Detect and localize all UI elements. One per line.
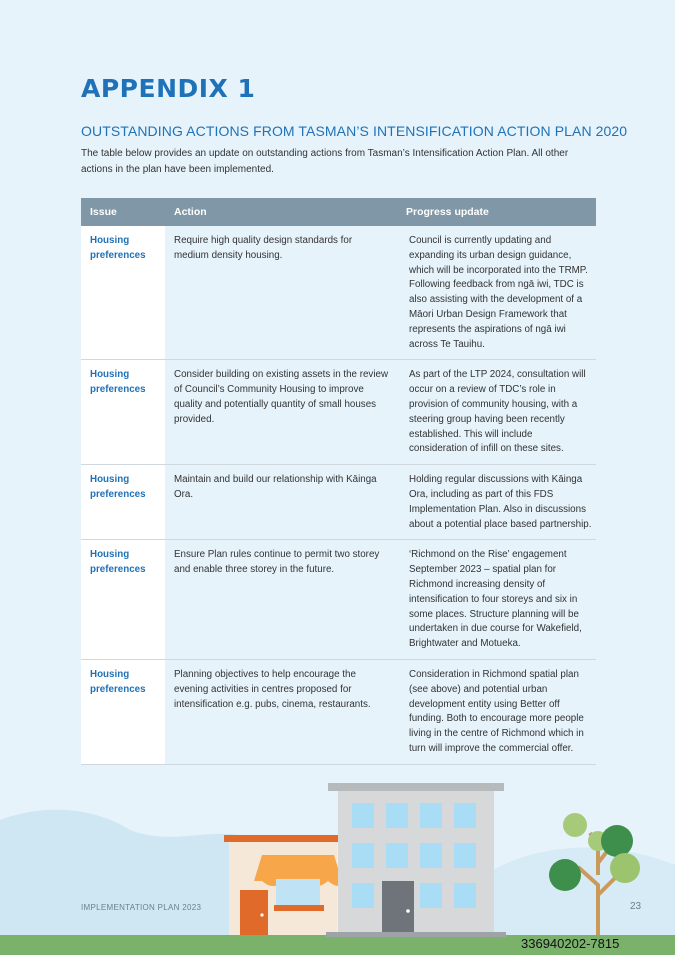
progress-cell: As part of the LTP 2024, consultation will occur on a review of TDC’s role in provision of community housing, with a steering group having been recently established. This will include consideration of infill on these sites. [397,360,596,464]
progress-cell: Holding regular discussions with Kāinga Ora, including as part of this FDS Implementation Plan. Also in discussions about a potential place based partnership. [397,465,596,539]
background-hills [0,810,240,955]
progress-cell: ‘Richmond on the Rise’ engagement September 2023 – spatial plan for Richmond increasing density of intensification to four storeys and six in some places. Structure planning will be undertaken in due course for Wakefield, Brightwater and Motueka. [397,540,596,659]
action-cell: Maintain and build our relationship with Kāinga Ora. [165,465,397,539]
shop-window [276,879,320,905]
table-row [81,465,596,540]
header-issue: Issue [90,206,117,218]
footer-title: IMPLEMENTATION PLAN 2023 [81,903,202,912]
shop-door [240,890,268,935]
apartment-building [326,783,506,937]
apartment-door [382,881,414,935]
action-cell: Planning objectives to help encourage the evening activities in centres proposed for intensification e.g. pubs, cinema, restaurants. [165,660,397,764]
appendix-title: APPENDIX 1 [81,74,256,103]
issue-cell: Housing preferences [81,660,165,764]
table-row [81,360,596,465]
header-action: Action [174,206,207,218]
table-row [81,660,596,765]
action-cell: Ensure Plan rules continue to permit two storey and enable three storey in the future. [165,540,397,659]
table-row [81,226,596,360]
action-cell: Consider building on existing assets in the review of Council’s Community Housing to improve quality and potentially quantity of small houses provided. [165,360,397,464]
action-cell: Require high quality design standards for medium density housing. [165,226,397,359]
table-row [81,540,596,660]
issue-cell: Housing preferences [81,465,165,539]
page-number: 23 [630,901,642,912]
progress-cell: Consideration in Richmond spatial plan (see above) and potential urban development entity using Better off funding. Both to encourage more people living in the centre of Richmond which in turn will improve the commercial offer. [397,660,596,764]
issue-cell: Housing preferences [81,360,165,464]
town-illustration [0,775,675,955]
shop-building [224,835,350,935]
issue-cell: Housing preferences [81,226,165,359]
document-id: 336940202-7815 [521,936,620,951]
section-heading: OUTSTANDING ACTIONS FROM TASMAN’S INTENSIFICATION ACTION PLAN 2020 [81,123,628,139]
actions-table [81,198,596,765]
header-progress-update: Progress update [406,206,489,218]
intro-paragraph: The table below provides an update on outstanding actions from Tasman’s Intensification Action Plan. All other actions in the plan have been implemented. [81,148,569,175]
table-header [81,198,596,226]
shop-awning [254,855,342,881]
issue-cell: Housing preferences [81,540,165,659]
progress-cell: Council is currently updating and expanding its urban design guidance, which will be incorporated into the TRMP. Following feedback from ngā iwi, TDC is also assisting with the development of a Māori Urban Design Framework that represents the aspirations of ngā iwi across Te Tauihu. [397,226,596,359]
